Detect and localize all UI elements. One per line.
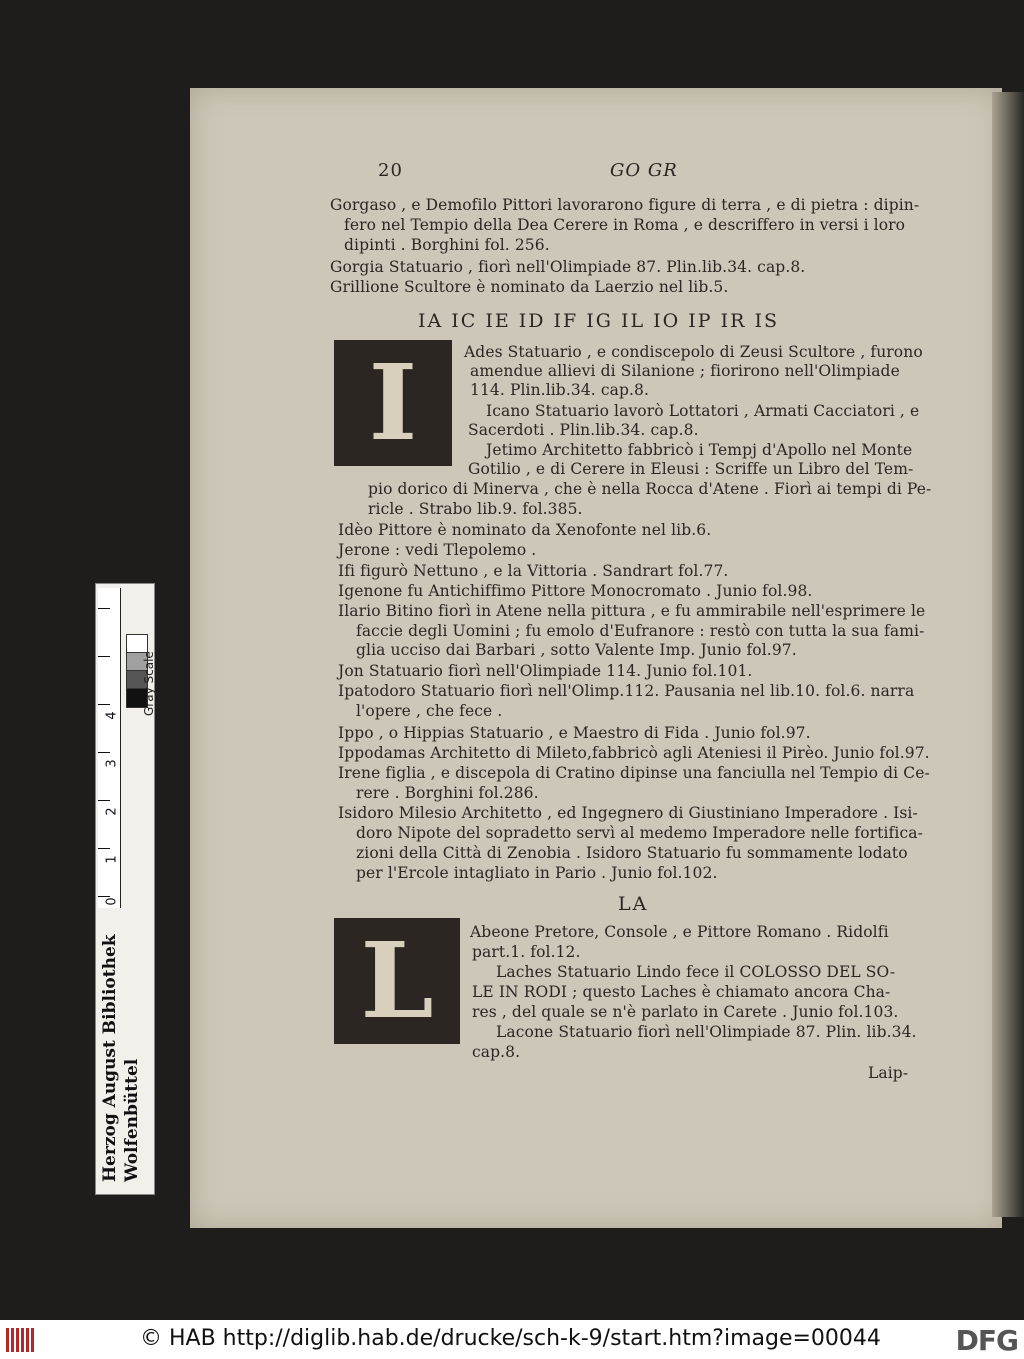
initial-letter: L xyxy=(360,919,434,1042)
ruler-number: 0 xyxy=(104,897,120,906)
text-line: Ifi figurò Nettuno , e la Vittoria . Sandrart fol.77. xyxy=(338,562,729,580)
text-line: per l'Ercole intagliato in Pario . Junio fol.102. xyxy=(356,864,718,882)
text-line: doro Nipote del sopradetto servì al medemo Imperadore nelle fortifica- xyxy=(356,824,923,842)
text-line: Idèo Pittore è nominato da Xenofonte nel lib.6. xyxy=(338,521,712,539)
ruler-number: 2 xyxy=(104,807,120,816)
ruler-number: 3 xyxy=(104,759,120,768)
text-line: Gorgia Statuario , fiorì nell'Olimpiade 87. Plin.lib.34. cap.8. xyxy=(330,258,806,276)
section-heading-i: IA IC IE ID IF IG IL IO IP IR IS xyxy=(418,310,779,332)
color-scale-ruler xyxy=(95,583,155,1195)
library-city: Wolfenbüttel xyxy=(122,1058,142,1182)
text-line: Ipatodoro Statuario fiorì nell'Olimp.112. Pausania nel lib.10. fol.6. narra xyxy=(338,682,915,700)
text-line: Laches Statuario Lindo fece il COLOSSO DEL SO- xyxy=(496,963,896,981)
text-line: cap.8. xyxy=(472,1043,521,1061)
text-line: Gotilio , e di Cerere in Eleusi : Scriffe un Libro del Tem- xyxy=(468,460,914,478)
text-line: dipinti . Borghini fol. 256. xyxy=(344,236,550,254)
text-line: LE IN RODI ; questo Laches è chiamato ancora Cha- xyxy=(472,983,891,1001)
text-line: Icano Statuario lavorò Lottatori , Armati Cacciatori , e xyxy=(486,402,920,420)
text-line: Jon Statuario fiorì nell'Olimpiade 114. Junio fol.101. xyxy=(338,662,753,680)
text-line: fero nel Tempio della Dea Cerere in Roma , e descriffero in versi i loro xyxy=(344,216,906,234)
text-line: Ades Statuario , e condiscepolo di Zeusi Scultore , furono xyxy=(464,343,923,361)
section-heading-la: LA xyxy=(618,893,649,915)
text-line: Grillione Scultore è nominato da Laerzio nel lib.5. xyxy=(330,278,729,296)
running-head: GO GR xyxy=(610,160,678,181)
decorated-initial-i xyxy=(334,340,452,466)
text-line: l'opere , che fece . xyxy=(356,702,503,720)
text-line: amendue allievi di Silanione ; fiorirono nell'Olimpiade xyxy=(470,362,900,380)
text-line: Ilario Bitino fiorì in Atene nella pittura , e fu ammirabile nell'esprimere le xyxy=(338,602,926,620)
text-line: res , del quale se n'è parlato in Carete . Junio fol.103. xyxy=(472,1003,899,1021)
text-line: Abeone Pretore, Console , e Pittore Romano . Ridolfi xyxy=(470,923,889,941)
gray-scale-label: Gray Scale xyxy=(142,651,156,716)
text-line: Jerone : vedi Tlepolemo . xyxy=(338,541,537,559)
ruler-number: 1 xyxy=(104,855,120,864)
ruler-number: 4 xyxy=(104,711,120,720)
text-line: Igenone fu Antichiffimo Pittore Monocromato . Junio fol.98. xyxy=(338,582,813,600)
text-line: pio dorico di Minerva , che è nella Rocca d'Atene . Fiorì ai tempi di Pe- xyxy=(368,480,932,498)
text-line: Sacerdoti . Plin.lib.34. cap.8. xyxy=(468,421,699,439)
hab-logo-icon xyxy=(6,1328,36,1352)
library-name: Herzog August Bibliothek xyxy=(100,934,120,1182)
text-line: Ippodamas Architetto di Mileto,fabbricò agli Ateniesi il Pirèo. Junio fol.97. xyxy=(338,744,930,762)
text-line: Ippo , o Hippias Statuario , e Maestro di Fida . Junio fol.97. xyxy=(338,724,811,742)
initial-letter: I xyxy=(368,341,418,464)
page-edge xyxy=(992,92,1024,1217)
text-line: zioni della Città di Zenobia . Isidoro Statuario fu sommamente lodato xyxy=(356,844,908,862)
catchword: Laip- xyxy=(868,1064,909,1082)
text-line: ricle . Strabo lib.9. fol.385. xyxy=(368,500,583,518)
text-line: Irene figlia , e discepola di Cratino dipinse una fanciulla nel Tempio di Ce- xyxy=(338,764,930,782)
dfg-logo: DFG xyxy=(955,1324,1018,1357)
copyright-url[interactable]: © HAB http://diglib.hab.de/drucke/sch-k-9/start.htm?image=00044 xyxy=(140,1326,881,1351)
text-line: Lacone Statuario fiorì nell'Olimpiade 87. Plin. lib.34. xyxy=(496,1023,917,1041)
footer-bar xyxy=(0,1320,1024,1359)
text-line: rere . Borghini fol.286. xyxy=(356,784,539,802)
text-line: Gorgaso , e Demofilo Pittori lavorarono figure di terra , e di pietra : dipin- xyxy=(330,196,920,214)
text-line: part.1. fol.12. xyxy=(472,943,581,961)
text-line: 114. Plin.lib.34. cap.8. xyxy=(470,381,649,399)
decorated-initial-l xyxy=(334,918,460,1044)
text-line: glia ucciso dai Barbari , sotto Valente Imp. Junio fol.97. xyxy=(356,641,797,659)
page-number: 20 xyxy=(378,160,403,181)
text-line: Isidoro Milesio Architetto , ed Ingegnero di Giustiniano Imperadore . Isi- xyxy=(338,804,918,822)
ruler-scale xyxy=(98,588,121,908)
text-line: Jetimo Architetto fabbricò i Tempj d'Apollo nel Monte xyxy=(486,441,913,459)
text-line: faccie degli Uomini ; fu emolo d'Eufranore : restò con tutta la sua fami- xyxy=(356,622,925,640)
